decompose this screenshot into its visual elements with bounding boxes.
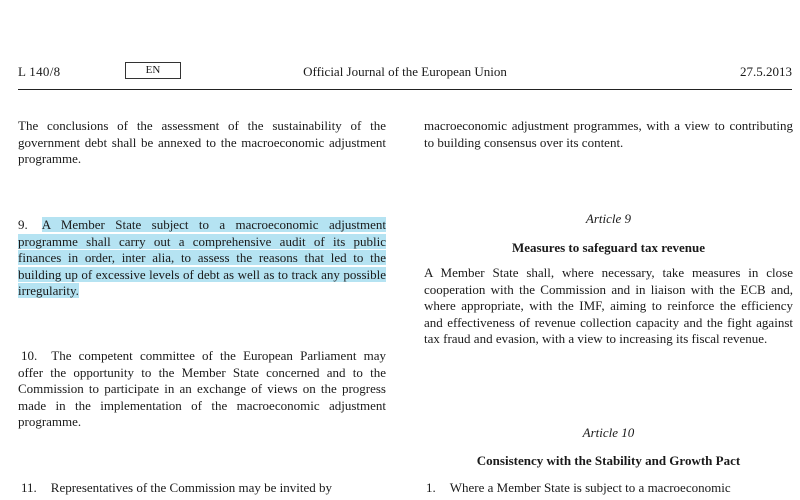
paragraph-conclusions-text: The conclusions of the assessment of the sustainability of the government debt shall be annexed to the macroeconomic adjustment programme. [18, 118, 386, 166]
article-10-title: Consistency with the Stability and Growth Pact [476, 453, 741, 468]
article-9-label: Article 9 [585, 211, 632, 226]
paragraph-9[interactable] [18, 217, 386, 300]
language-badge: EN [125, 62, 181, 79]
article-10-label: Article 10 [582, 425, 635, 440]
article-10-paragraph-1 [424, 480, 793, 497]
paragraph-10 [18, 348, 386, 431]
header-divider [18, 89, 792, 90]
article-9-title: Measures to safeguard tax revenue [511, 240, 706, 255]
paragraph-11-text: Representatives of the Commission may be invited by [50, 480, 333, 495]
paragraph-11 [18, 480, 386, 497]
paragraph-9-highlighted-text[interactable]: A Member State subject to a macroeconomic adjustment programme shall carry out a comprehensive audit of its public finances in order, inter alia, to assess the reasons that led to the building up of excessive levels of debt as well as to track any possible irregularity. [18, 217, 386, 298]
article-10-para-1-number: 1. [426, 480, 436, 495]
publication-date: 27.5.2013 [740, 64, 792, 79]
paragraph-9-number: 9. [18, 217, 28, 232]
article-10-para-1-text: Where a Member State is subject to a macroeconomic [449, 480, 731, 495]
journal-header [18, 64, 792, 84]
paragraph-conclusions [18, 118, 386, 168]
article-9-text: A Member State shall, where necessary, take measures in close cooperation with the Commission and in liaison with the ECB and, where appropriate, with the IMF, aiming to reinforce the efficiency and effectiveness of revenue collection capacity and the fight against tax fraud and evasion, with a view to increasing its fiscal revenue. [424, 265, 793, 346]
article-9-body [424, 265, 793, 348]
paragraph-10-text: The competent committee of the European Parliament may offer the opportunity to the Member State concerned and to the Commission to participate in an exchange of views on the progress made in the implementation of the macroeconomic adjustment programme. [18, 348, 386, 429]
journal-title: Official Journal of the European Union [303, 64, 507, 79]
continuation-text: macroeconomic adjustment programmes, with a view to contributing to building consensus over its content. [424, 118, 793, 150]
page-reference: L 140/8 [18, 64, 61, 79]
paragraph-10-number: 10. [21, 348, 38, 363]
continuation-paragraph [424, 118, 793, 151]
paragraph-11-number: 11. [21, 480, 37, 495]
